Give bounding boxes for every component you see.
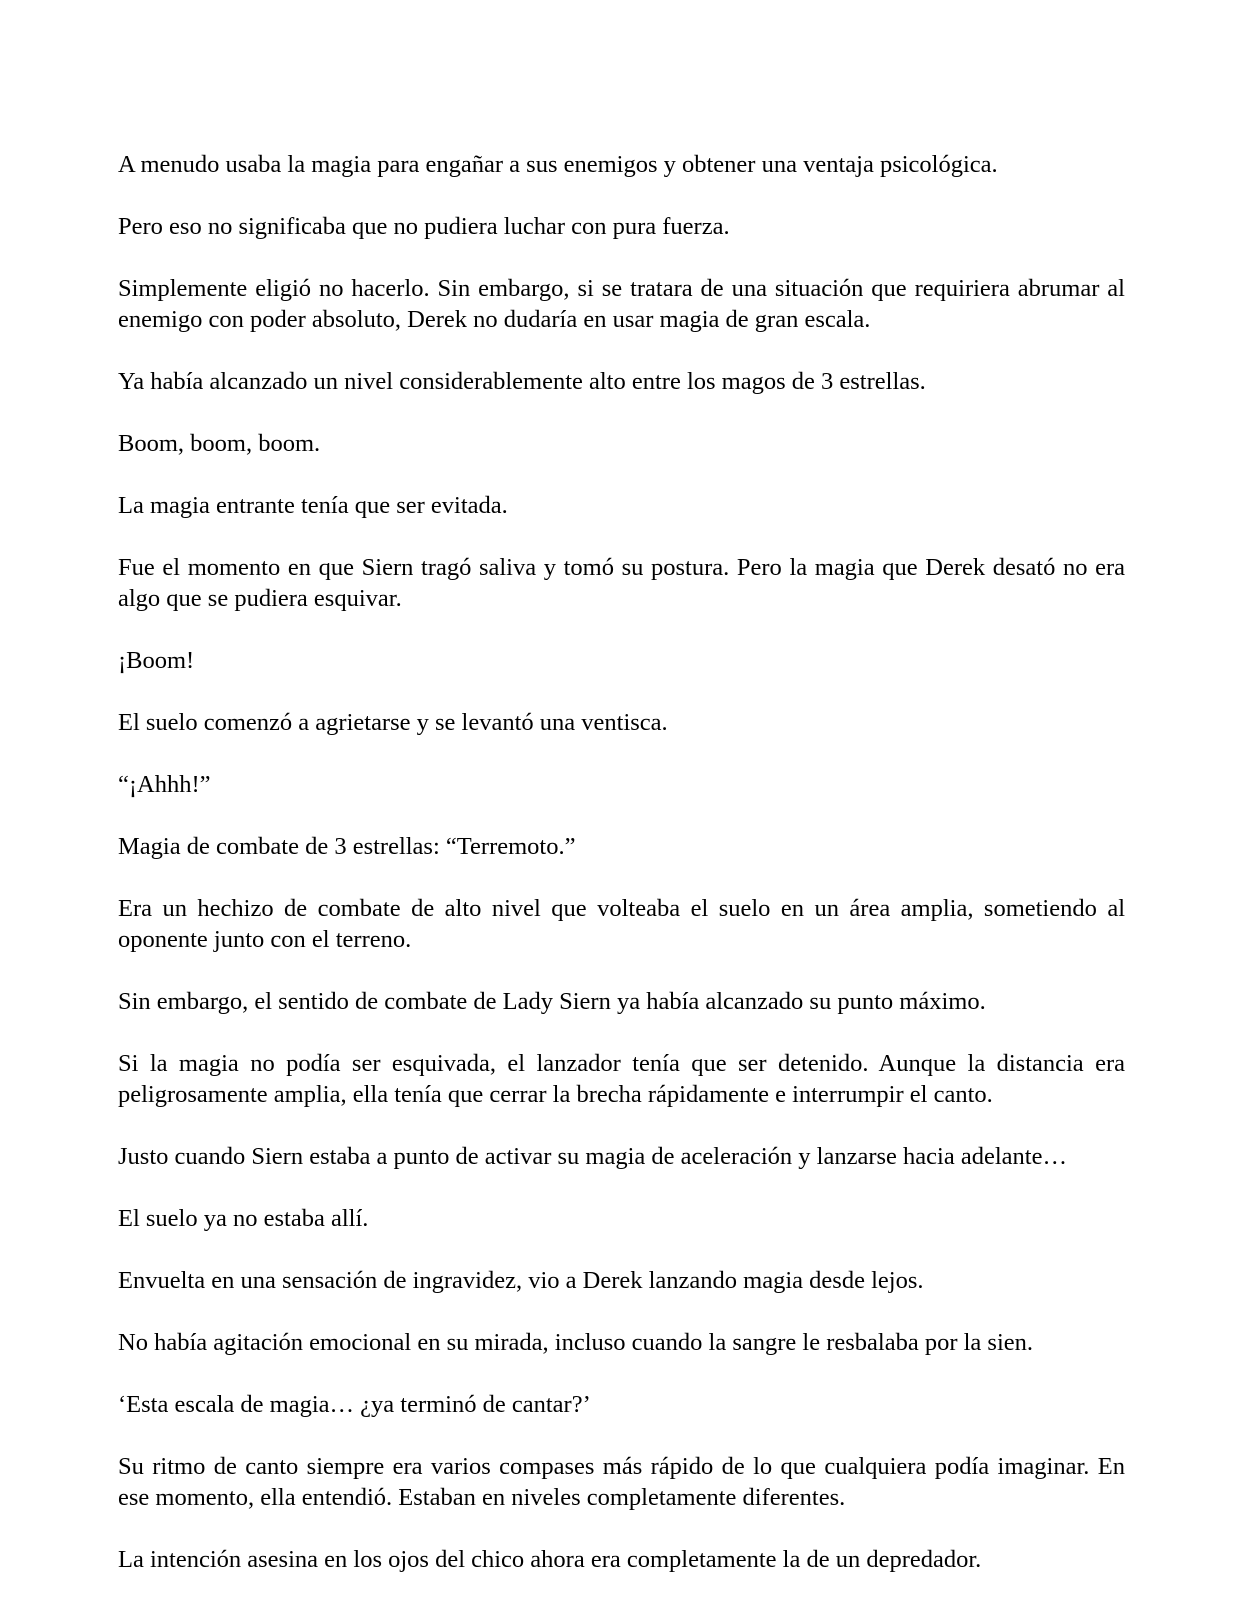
paragraph: La intención asesina en los ojos del chico ahora era completamente la de un depredador.	[118, 1546, 982, 1573]
paragraph: Justo cuando Siern estaba a punto de activar su magia de aceleración y lanzarse hacia adelante…	[118, 1143, 1067, 1170]
paragraph: El suelo comenzó a agrietarse y se levantó una ventisca.	[118, 709, 668, 736]
paragraph: Ya había alcanzado un nivel considerablemente alto entre los magos de 3 estrellas.	[118, 368, 926, 395]
paragraph: ¡Boom!	[118, 647, 195, 674]
paragraph: Simplemente eligió no hacerlo. Sin embargo, si se tratara de una situación que requiriera abrumar al enemigo con poder absoluto, Derek no dudaría en usar magia de gran escala.	[118, 275, 1125, 333]
paragraph: La magia entrante tenía que ser evitada.	[118, 492, 508, 519]
body-text	[118, 149, 1125, 1606]
paragraph: Boom, boom, boom.	[118, 430, 321, 457]
paragraph: Magia de combate de 3 estrellas: “Terremoto.”	[118, 833, 576, 860]
paragraph: Pero eso no significaba que no pudiera luchar con pura fuerza.	[118, 213, 730, 240]
paragraph: Era un hechizo de combate de alto nivel que volteaba el suelo en un área amplia, sometiendo al oponente junto con el terreno.	[118, 895, 1125, 953]
paragraph: Sin embargo, el sentido de combate de Lady Siern ya había alcanzado su punto máximo.	[118, 988, 986, 1015]
paragraph: Si la magia no podía ser esquivada, el lanzador tenía que ser detenido. Aunque la distancia era peligrosamente amplia, ella tenía que cerrar la brecha rápidamente e interrumpir el canto.	[118, 1050, 1125, 1108]
paragraph: Envuelta en una sensación de ingravidez, vio a Derek lanzando magia desde lejos.	[118, 1267, 924, 1294]
paragraph: Fue el momento en que Siern tragó saliva y tomó su postura. Pero la magia que Derek desató no era algo que se pudiera esquivar.	[118, 554, 1125, 612]
paragraph: No había agitación emocional en su mirada, incluso cuando la sangre le resbalaba por la sien.	[118, 1329, 1034, 1356]
paragraph: El suelo ya no estaba allí.	[118, 1205, 369, 1232]
paragraph: “¡Ahhh!”	[118, 771, 211, 798]
paragraph: Su ritmo de canto siempre era varios compases más rápido de lo que cualquiera podía imaginar. En ese momento, ella entendió. Estaban en niveles completamente diferentes.	[118, 1453, 1125, 1511]
paragraph: A menudo usaba la magia para engañar a sus enemigos y obtener una ventaja psicológica.	[118, 151, 998, 178]
paragraph: ‘Esta escala de magia… ¿ya terminó de cantar?’	[118, 1391, 591, 1418]
